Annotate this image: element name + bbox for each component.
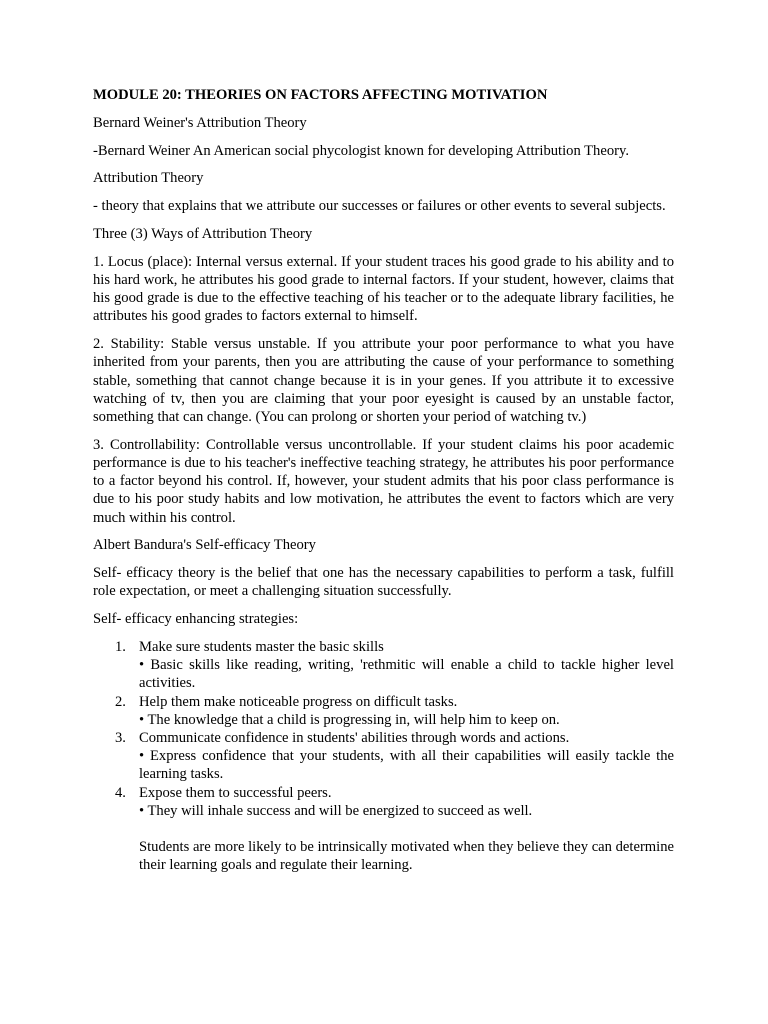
list-item — [93, 784, 674, 820]
list-item-number: 1. — [115, 639, 126, 655]
controllability-paragraph: 3. Controllability: Controllable versus uncontrollable. If your student claims his poor academic performance is due to his teacher's ineffective teaching strategy, he attributes his poor performance to a factor beyond his control. If, however, your student admits that his poor class performance is due to his poor study habits and low motivation, he attributes the event to factors which are very much within his control. — [93, 436, 674, 526]
attribution-theory-heading: Attribution Theory — [93, 170, 204, 187]
section-heading-weiner: Bernard Weiner's Attribution Theory — [93, 114, 307, 131]
list-item-heading: Communicate confidence in students' abilities through words and actions. — [139, 730, 570, 747]
list-item-heading: Expose them to successful peers. — [139, 784, 332, 801]
section-heading-bandura: Albert Bandura's Self-efficacy Theory — [93, 537, 316, 554]
stability-paragraph: 2. Stability: Stable versus unstable. If you attribute your poor performance to what you have inherited from your parents, then you are attributing the cause of your performance to something stable, something that cannot change because it is in your genes. If you attribute it to excessive watching of tv, then you are claiming that your poor eyesight is caused by an unstable factor, something that can change. (You can prolong or shorten your period of watching tv.) — [93, 336, 674, 425]
three-ways-heading: Three (3) Ways of Attribution Theory — [93, 225, 313, 242]
list-item — [93, 729, 674, 784]
list-item-detail: • Express confidence that your students, with all their capabilities will easily tackle the learning tasks. — [139, 748, 674, 783]
list-item-number: 4. — [115, 784, 126, 801]
self-efficacy-definition: Self- efficacy theory is the belief that one has the necessary capabilities to perform a task, fulfill role expectation, or meet a challenging situation successfully. — [93, 565, 674, 600]
list-item-heading: Help them make noticeable progress on difficult tasks. — [139, 693, 458, 710]
strategies-heading: Self- efficacy enhancing strategies: — [93, 611, 299, 628]
strategies-list — [93, 638, 674, 820]
list-item-detail: • Basic skills like reading, writing, 'rethmitic will enable a child to tackle higher level activities. — [139, 657, 674, 692]
locus-paragraph: 1. Locus (place): Internal versus external. If your student traces his good grade to his ability and to his hard work, he attributes his good grade to internal factors. If your student, however, claims that his good grade is due to the effective teaching of his teacher or to the adequate library facilities, he attributes his good grades to factors external to himself. — [93, 253, 674, 325]
attribution-theory-definition: - theory that explains that we attribute our successes or failures or other events to several subjects. — [93, 198, 666, 215]
list-item-heading: Make sure students master the basic skills — [139, 639, 384, 655]
list-item — [93, 638, 674, 693]
closing-paragraph: Students are more likely to be intrinsically motivated when they believe they can determine their learning goals and regulate their learning. — [139, 839, 674, 874]
list-item — [93, 693, 674, 729]
list-item-detail: • They will inhale success and will be energized to succeed as well. — [139, 802, 533, 819]
list-item-detail: • The knowledge that a child is progressing in, will help him to keep on. — [139, 711, 560, 728]
weiner-description: -Bernard Weiner An American social phycologist known for developing Attribution Theory. — [93, 142, 629, 159]
list-item-number: 3. — [115, 730, 126, 747]
list-item-number: 2. — [115, 693, 126, 710]
module-title: MODULE 20: THEORIES ON FACTORS AFFECTING MOTIVATION — [93, 87, 548, 103]
